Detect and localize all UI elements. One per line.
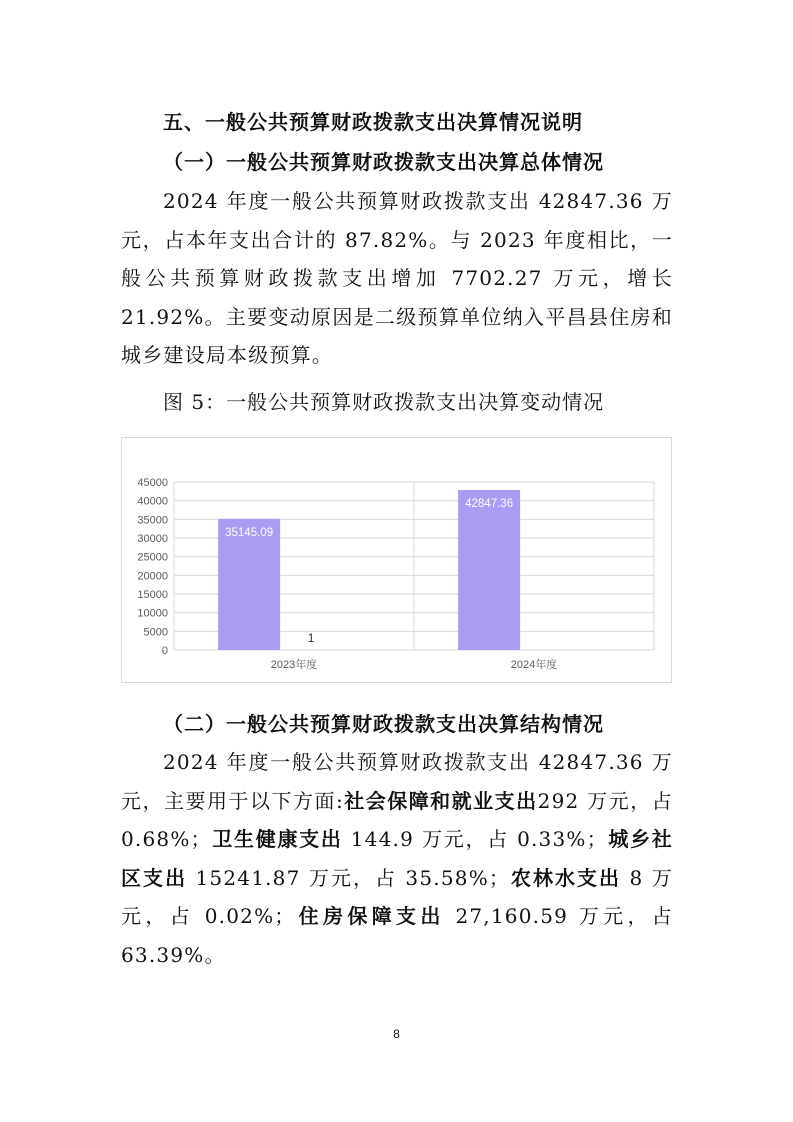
bar-chart-svg bbox=[122, 438, 671, 682]
x-tick-label: 2023年度 bbox=[270, 659, 318, 671]
subsection-2-title: （二）一般公共预算财政拨款支出决算结构情况 bbox=[163, 712, 604, 736]
section-title: 五、一般公共预算财政拨款支出决算情况说明 bbox=[163, 110, 583, 134]
y-tick-label: 30000 bbox=[137, 533, 168, 545]
y-tick-label: 35000 bbox=[137, 514, 168, 527]
page-number: 8 bbox=[393, 1027, 400, 1041]
data-label: 35145.09 bbox=[225, 526, 274, 539]
y-tick-label: 5000 bbox=[143, 626, 168, 639]
category-urban-rural: 城乡社区支出 bbox=[121, 827, 673, 890]
category-urban-rural-value: 15241.87 万元，占 35.58%； bbox=[187, 865, 511, 890]
y-tick-label: 10000 bbox=[137, 607, 168, 620]
category-health-value: 144.9 万元，占 0.33%； bbox=[342, 827, 608, 852]
category-housing-value: 27,160.59 万元，占 63.39%。 bbox=[121, 904, 673, 967]
category-social-security: 社会保障和就业支出 bbox=[343, 788, 538, 813]
y-tick-label: 40000 bbox=[137, 495, 168, 508]
y-tick-label: 25000 bbox=[137, 551, 168, 564]
category-housing: 住房保障支出 bbox=[295, 904, 445, 929]
structure-intro: 2024 年度一般公共预算财政拨款支出 42847.36 万元，主要用于以下方面: bbox=[121, 750, 673, 813]
y-tick-label: 20000 bbox=[137, 570, 168, 583]
bar-chart bbox=[121, 437, 672, 683]
y-tick-label: 45000 bbox=[137, 477, 168, 489]
category-health: 卫生健康支出 bbox=[211, 827, 343, 852]
y-tick-label: 0 bbox=[161, 645, 168, 657]
bar bbox=[458, 490, 520, 650]
data-label: 42847.36 bbox=[465, 498, 514, 511]
subsection-1-text: 2024 年度一般公共预算财政拨款支出 42847.36 万元，占本年支出合计的 87.82%。与 2023 年度相比，一般公共预算财政拨款支出增加 7702.27 万元，增长 21.92%。主要变动原因是二级预算单位纳入平昌县住房和城乡建设局本级预算。 bbox=[121, 189, 673, 368]
category-agriculture-value: 8 万元，占 0.02%； bbox=[121, 865, 673, 929]
subsection-1-title: （一）一般公共预算财政拨款支出决算总体情况 bbox=[163, 150, 604, 174]
data-label: 1 bbox=[307, 632, 315, 645]
figure-caption: 图 5：一般公共预算财政拨款支出决算变动情况 bbox=[163, 390, 605, 414]
category-social-security-value: 292 万元，占 0.68%； bbox=[121, 788, 673, 852]
subsection-2-text bbox=[121, 743, 673, 975]
x-tick-label: 2024年度 bbox=[510, 659, 558, 671]
y-tick-label: 15000 bbox=[137, 589, 168, 601]
category-agriculture: 农林水支出 bbox=[510, 865, 622, 890]
